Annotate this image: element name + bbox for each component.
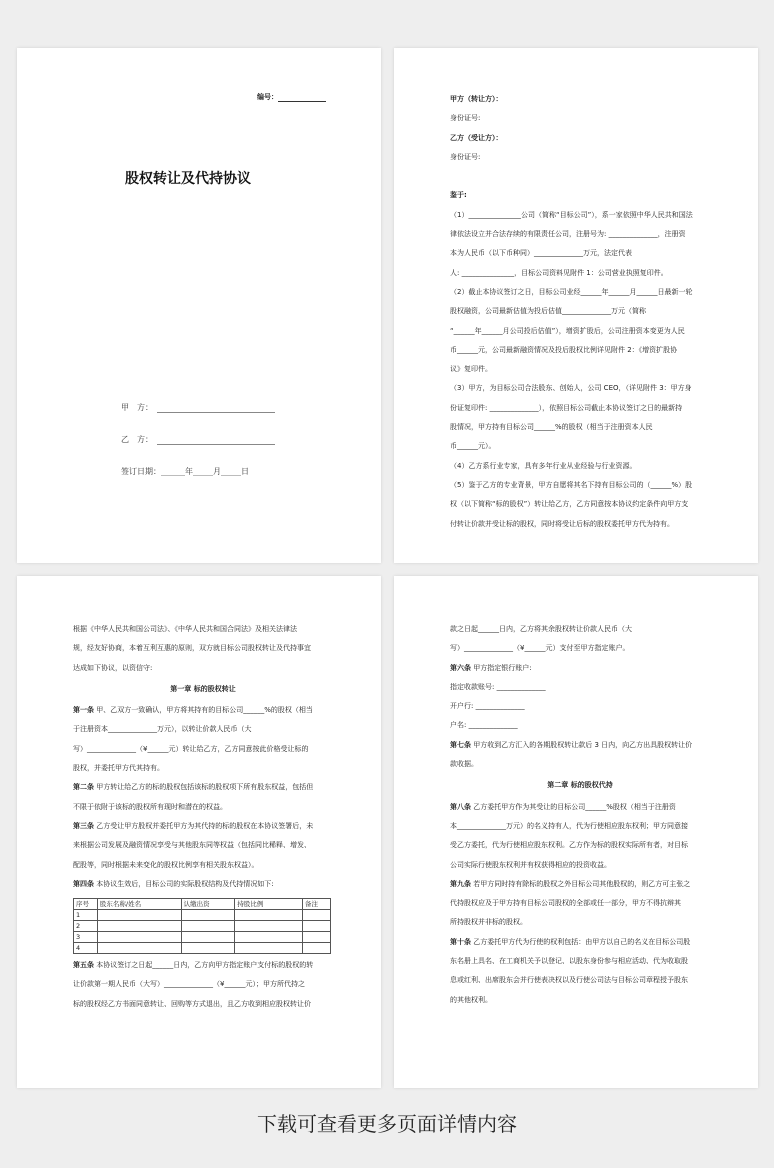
text-line: （4）乙方系行业专家，具有多年行业从业经验与行业资源。	[450, 461, 637, 470]
clause-text: 甲、乙双方一致确认，甲方将其持有的目标公司______%的股权（相当	[94, 706, 313, 715]
chapter-one-paragraphs	[73, 620, 333, 894]
text-line	[450, 167, 710, 186]
text-line: 息或红利、出席股东会并行使表决权以及行使公司法与目标公司章程授予股东	[450, 976, 688, 985]
shareholding-table	[73, 898, 331, 954]
text-line	[73, 701, 333, 720]
contract-number	[257, 92, 326, 102]
clause-number: 第一条	[73, 706, 94, 715]
text-line	[450, 736, 710, 755]
text-line: 规，经友好协商，本着互利互惠的原则，双方就目标公司股权转让及代持事宜	[73, 644, 311, 653]
table-cell	[97, 932, 181, 943]
text-line: 户名: ______________	[450, 721, 518, 730]
text-line: 本为人民币（以下币种同）______________万元，法定代表	[450, 249, 632, 258]
text-line: 公司实际行使股东权利并有权获得相应的投资收益。	[450, 860, 611, 869]
text-line	[73, 956, 333, 975]
table-header-cell: 股东名称/姓名	[97, 899, 181, 910]
text-line: 指定收款账号: ______________	[450, 682, 546, 691]
text-line: 款之日起______日内，乙方将其余股权转让价款人民币（大	[450, 625, 632, 633]
clause-number: 第九条	[450, 879, 471, 888]
text-line: 受乙方委托，代为行使相应股东权利。乙方作为标的股权实际所有者，对目标	[450, 841, 688, 850]
table-cell	[235, 910, 303, 921]
table-header-cell: 序号	[74, 899, 98, 910]
table-cell	[181, 932, 235, 943]
clause-number: 第四条	[73, 879, 94, 888]
table-cell	[97, 910, 181, 921]
party-b-label: 乙 方：	[121, 435, 153, 444]
text-line: 鉴于:	[450, 191, 467, 200]
table-cell	[97, 943, 181, 954]
clause-text: 本协议签订之日起______日内，乙方向甲方指定账户支付标的股权的转	[94, 961, 314, 970]
text-line: 份证复印件: ______________），依照目标公司截止本协议签订之日的最新持	[450, 403, 683, 412]
party-a-label: 甲 方：	[121, 403, 153, 412]
text-line: 律依法设立并合法存续的有限责任公司，注册号为: ______________，注册资	[450, 230, 686, 239]
text-line: 身份证号:	[450, 152, 481, 161]
text-line: 开户行: ______________	[450, 702, 525, 711]
table-row	[74, 921, 331, 932]
clause-number: 第三条	[73, 821, 94, 830]
table-header-row	[74, 899, 331, 910]
sign-date: 签订日期：______年_____月_____日	[121, 467, 249, 476]
text-line: 议》复印件。	[450, 365, 492, 374]
text-line: 于注册资本______________万元），以转让价款人民币（大	[73, 725, 252, 734]
clause-text: 乙方受让甲方股权并委托甲方为其代持的标的股权在本协议签署后，未	[94, 821, 314, 830]
text-line: 股权，并委托甲方代其持有。	[73, 764, 164, 773]
table-cell	[235, 943, 303, 954]
text-line: 甲方（转让方）：	[450, 95, 503, 103]
table-cell	[303, 943, 331, 954]
chapter-one-text	[73, 620, 333, 1014]
download-prompt[interactable]: 下载可查看更多页面详情内容	[257, 1112, 517, 1136]
text-line: 股权融资，公司最新估值为投后估值______________万元（简称	[450, 307, 646, 316]
text-line: 币______元）。	[450, 442, 496, 451]
text-line: 标的股权经乙方书面同意转让、回购等方式退出，且乙方收到相应股权转让价	[73, 999, 311, 1008]
text-line: 所持股权并非标的股权。	[450, 918, 527, 927]
page-cover	[17, 48, 381, 563]
clause-number: 第二条	[73, 783, 94, 792]
table-row	[74, 910, 331, 921]
party-a-line	[157, 405, 275, 413]
text-line	[450, 659, 710, 678]
text-line: 身份证号:	[450, 114, 481, 123]
text-line: 配股等，同时根据未来变化的股权比例享有相关股东权益）。	[73, 860, 259, 869]
text-line: 根据《中华人民共和国公司法》、《中华人民共和国合同法》及相关法律法	[73, 625, 297, 633]
text-line: 第二章 标的股权代持	[547, 781, 613, 790]
text-line: 权（以下简称“标的股权”）转让给乙方，乙方同意按本协议约定条件向甲方支	[450, 500, 689, 509]
party-b-signature	[121, 434, 275, 445]
recitals-text	[450, 90, 710, 534]
text-line: 让价款第一期人民币（大写）______________（¥______元）；甲方所代持之	[73, 980, 305, 989]
text-line	[450, 933, 710, 952]
table-body	[74, 910, 331, 954]
table-cell: 4	[74, 943, 98, 954]
table-cell	[303, 910, 331, 921]
party-b-line	[157, 437, 275, 445]
clause-text: 乙方委托甲方代为行使的权利包括：由甲方以自己的名义在目标公司股	[471, 937, 691, 946]
text-line: 达成如下协议，以资信守:	[73, 663, 153, 672]
text-line	[73, 875, 333, 894]
text-line: 来根据公司发展及融资情况享受与其他股东同等权益（包括同比稀释、增发、	[73, 841, 311, 850]
clause-number: 第六条	[450, 663, 471, 672]
clause-text: 甲方收到乙方汇入的各期股权转让款后 3 日内，向乙方出具股权转让价	[471, 740, 693, 749]
clause-text: 甲方指定银行账户:	[471, 663, 532, 672]
text-line: （5）鉴于乙方的专业背景，甲方自愿将其名下持有目标公司的（______%）股	[450, 480, 693, 489]
page-chapter-one	[17, 576, 381, 1088]
table-cell: 3	[74, 932, 98, 943]
page-recitals	[394, 48, 758, 563]
text-line: （2）截止本协议签订之日，目标公司业经______年______月______日最新一轮	[450, 287, 693, 296]
clause-text: 甲方转让给乙方的标的股权包括该标的股权项下所有股东权益，包括但	[94, 783, 314, 792]
text-line: 写）______________（¥______元）转让给乙方，乙方同意按此价格受让标的	[73, 744, 309, 753]
text-line: 的其他权利。	[450, 995, 492, 1004]
text-line: （1）_______________公司（简称“目标公司”），系一家依照中华人民共和国法	[450, 210, 693, 219]
text-line: 币______元，公司最新融资情况及投后股权比例详见附件 2：《增资扩股协	[450, 345, 678, 354]
chapter-two-text	[450, 620, 710, 1010]
clause-text: 本协议生效后，目标公司的实际股权结构及代持情况如下:	[94, 879, 274, 888]
clause-number: 第八条	[450, 802, 471, 811]
table-row	[74, 932, 331, 943]
table-cell	[181, 943, 235, 954]
text-line: 付转让价款并受让标的股权，同时将受让后标的股权委托甲方代为持有。	[450, 519, 674, 528]
table-cell	[181, 921, 235, 932]
clause-number: 第五条	[73, 961, 94, 970]
table-cell	[181, 910, 235, 921]
text-line: 写）______________（¥______元）支付至甲方指定账户。	[450, 644, 630, 653]
table-header-cell: 认缴出资	[181, 899, 235, 910]
text-line: 不限于依附于该标的股权所有现时和潜在的权益。	[73, 802, 227, 811]
table-cell	[303, 932, 331, 943]
table-cell	[235, 932, 303, 943]
clause-number: 第七条	[450, 740, 471, 749]
text-line: 股情况，甲方持有目标公司______%的股权（相当于注册资本人民	[450, 423, 653, 432]
text-line: 本______________万元）的名义持有人，代为行使相应股东权利；甲方同意接	[450, 821, 688, 830]
table-cell	[235, 921, 303, 932]
clause-number: 第十条	[450, 937, 471, 946]
contract-number-line	[278, 94, 326, 102]
party-a-signature	[121, 402, 275, 413]
table-cell	[97, 921, 181, 932]
text-line	[73, 778, 333, 797]
text-line: （3）甲方，为目标公司合法股东、创始人，公司 CEO，（详见附件 3：甲方身	[450, 384, 692, 393]
chapter-one-continued	[73, 956, 333, 1014]
clause-text: 若甲方同时持有除标的股权之外目标公司其他股权的，则乙方可主张之	[471, 879, 691, 888]
text-line: “______年______月公司投后估值”），增资扩股后，公司注册资本变更为人民	[450, 326, 685, 335]
text-line: 东名册上具名、在工商机关予以登记、以股东身份参与相应活动、代为收取股	[450, 957, 688, 966]
table-cell	[303, 921, 331, 932]
table-cell: 1	[74, 910, 98, 921]
clause-text: 乙方委托甲方作为其受让的目标公司______%股权（相当于注册资	[471, 802, 676, 811]
text-line	[450, 798, 710, 817]
page-chapter-two	[394, 576, 758, 1088]
table-header-cell: 持股比例	[235, 899, 303, 910]
text-line	[73, 817, 333, 836]
table-cell: 2	[74, 921, 98, 932]
text-line: 第一章 标的股权转让	[170, 684, 236, 693]
table-header-cell: 备注	[303, 899, 331, 910]
text-line: 乙方（受让方）：	[450, 133, 503, 142]
text-line: 款收据。	[450, 760, 478, 769]
text-line: 代持股权应及于甲方持有目标公司股权的全部或任一部分，甲方不得抗辩其	[450, 899, 681, 908]
contract-number-label: 编号：	[257, 93, 278, 101]
text-line: 人: _______________，目标公司资料见附件 1：公司营业执照复印件。	[450, 268, 668, 277]
text-line	[450, 875, 710, 894]
table-row	[74, 943, 331, 954]
document-title: 股权转让及代持协议	[125, 171, 251, 187]
